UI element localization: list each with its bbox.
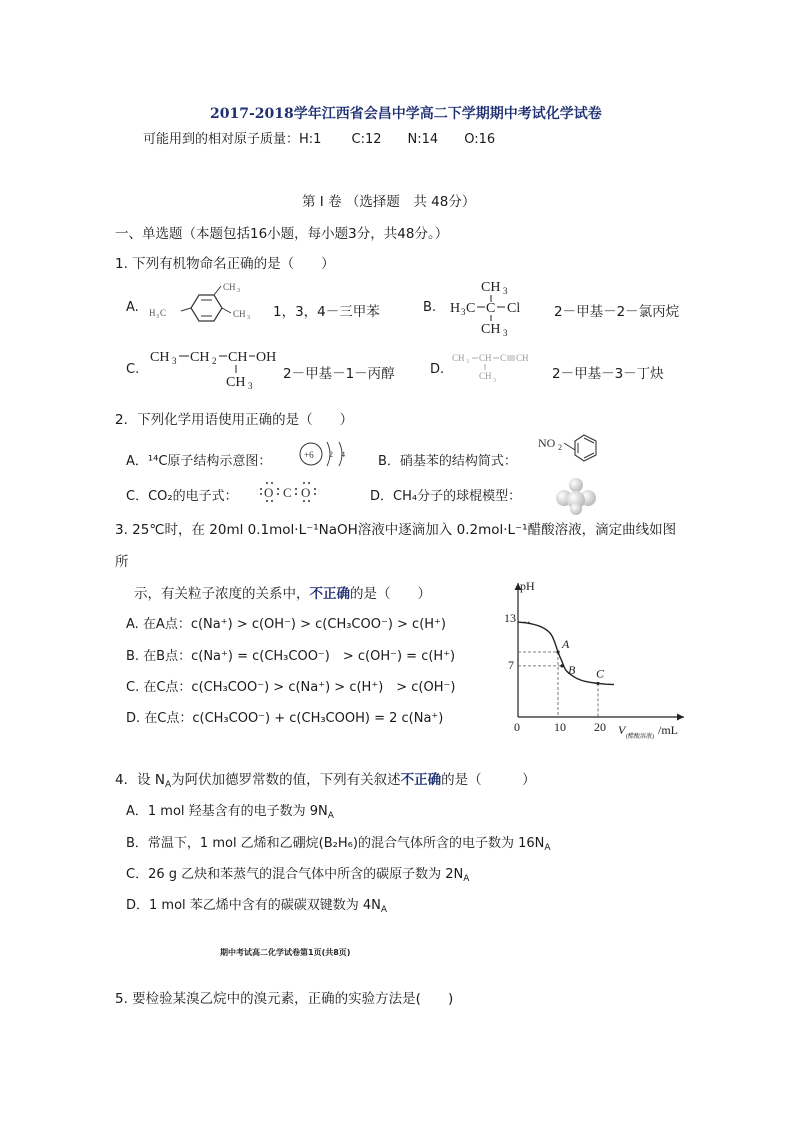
svg-text:CH: CH — [481, 280, 501, 295]
svg-text:CH: CH — [150, 350, 170, 365]
q3-stem-line2: 所 — [115, 554, 129, 570]
document-title: 2017-2018学年江西省会昌中学高二下学期期中考试化学试卷 — [210, 106, 602, 122]
q2-option-b: B．硝基苯的结构简式： — [378, 454, 517, 469]
q4-option-b-text: B．常温下，1 mol 乙烯和乙硼烷(B₂H₆)的混合气体所含的电子数为 16N — [126, 836, 545, 851]
page-footer: 期中考试高二化学试卷第1页(共8页) — [220, 948, 351, 957]
q4-stem-sub: A — [164, 780, 172, 790]
svg-text:CH: CH — [233, 309, 246, 319]
y-tick-13: 13 — [504, 611, 516, 625]
q1-option-a-structure — [145, 280, 270, 338]
chart-point-label-b: B — [568, 662, 576, 677]
chart-point-label-c: C — [596, 666, 605, 681]
svg-text:O: O — [264, 485, 274, 500]
svg-text:C: C — [466, 301, 476, 316]
svg-text:H: H — [450, 301, 461, 316]
q4-option-d-text: D．1 mol 苯乙烯中含有的碳碳双键数为 4N — [126, 898, 381, 913]
q2-stem: 2．下列化学用语使用正确的是（ ） — [115, 412, 354, 428]
svg-text:NO: NO — [538, 436, 556, 450]
q1-option-a-label: A. — [126, 300, 139, 315]
q1-option-b-label: B. — [423, 300, 437, 315]
q3-stem-line3 — [134, 582, 431, 602]
svg-text:3: 3 — [461, 307, 466, 317]
titration-curve-chart — [498, 575, 698, 745]
na-subscript: A — [463, 874, 470, 884]
q1-option-b-name: 2－甲基－2－氯丙烷 — [554, 304, 680, 320]
q3-option-a: A. 在A点：c(Na⁺) > c(OH⁻) > c(CH₃COO⁻) > c(H⁺) — [126, 617, 446, 632]
q3-stem-line1: 3. 25℃时，在 20ml 0.1mol·L⁻¹NaOH溶液中逐滴加入 0.2mol·L⁻¹醋酸溶液，滴定曲线如图 — [115, 522, 677, 538]
q1-stem: 1. 下列有机物命名正确的是（ ） — [115, 256, 335, 272]
q3-option-c: C. 在C点：c(CH₃COO⁻) > c(Na⁺) > c(H⁺) > c(OH⁻) — [126, 680, 456, 695]
svg-text:2: 2 — [558, 443, 562, 452]
q4-stem-highlight: 不正确 — [400, 772, 442, 788]
q2-option-c: C．CO₂的电子式： — [126, 489, 238, 504]
svg-text:C: C — [160, 308, 167, 318]
svg-text:4: 4 — [341, 450, 345, 459]
svg-text:3: 3 — [237, 288, 240, 294]
section-title: 第 I 卷 （选择题 共 48分） — [302, 194, 476, 210]
svg-text:OH: OH — [256, 350, 277, 365]
co2-electron-formula — [256, 481, 320, 503]
q1-option-c-label: C. — [126, 362, 140, 377]
svg-text:3: 3 — [503, 328, 508, 336]
na-subscript: A — [380, 905, 388, 915]
q1-option-a-name: 1，3，4－三甲苯 — [273, 304, 380, 320]
q4-option-a — [126, 800, 334, 821]
q2-atom-structure-diagram — [296, 437, 354, 471]
chart-point-label-a: A — [562, 637, 570, 652]
x-tick-20: 20 — [594, 720, 606, 734]
q4-stem — [115, 768, 536, 790]
q2-option-a: A．¹⁴C原子结构示意图： — [126, 454, 272, 469]
svg-text:C: C — [283, 485, 292, 500]
q3-option-d: D. 在C点：c(CH₃COO⁻) + c(CH₃COOH) = 2 c(Na⁺) — [126, 711, 444, 726]
svg-text:CH: CH — [516, 353, 529, 363]
q1-option-c-structure — [148, 344, 278, 392]
svg-text:3: 3 — [503, 286, 508, 296]
svg-text:CH: CH — [479, 371, 492, 381]
q3-stem-highlight: 不正确 — [309, 586, 350, 602]
q1-option-b-structure — [448, 276, 558, 336]
q1-option-d-name: 2－甲基－3－丁炔 — [552, 366, 664, 382]
q3-option-b: B. 在B点：c(Na⁺) = c(CH₃COO⁻) > c(OH⁻) = c(H⁺) — [126, 649, 456, 664]
x-axis-label-unit: /mL — [658, 723, 678, 737]
part-heading: 一、单选题（本题包括16小题，每小题3分，共48分。） — [115, 226, 449, 242]
svg-text:2: 2 — [329, 450, 333, 459]
svg-text:3: 3 — [247, 315, 250, 321]
svg-text:+6: +6 — [304, 450, 314, 460]
q4-option-b — [126, 832, 551, 853]
x-axis-label-v: V — [618, 723, 626, 737]
nitrobenzene-structure — [536, 430, 611, 474]
chart-point-b — [560, 664, 563, 667]
q3-stem-post: 的是（ ） — [350, 586, 431, 602]
q4-stem-post: 的是（ ） — [441, 772, 536, 788]
svg-text:CH: CH — [228, 350, 248, 365]
x-axis-label-sub: (醋酸溶液) — [626, 734, 654, 740]
svg-text:3: 3 — [466, 359, 469, 365]
svg-text:CH: CH — [452, 353, 465, 363]
q4-option-d — [126, 894, 387, 915]
svg-text:3: 3 — [493, 378, 496, 384]
svg-text:C: C — [500, 353, 507, 363]
y-tick-7: 7 — [508, 658, 514, 672]
svg-text:2: 2 — [212, 356, 217, 366]
svg-text:Cl: Cl — [507, 301, 521, 316]
q3-stem-pre: 示，有关粒子浓度的关系中， — [134, 586, 310, 602]
q1-option-d-structure — [452, 350, 547, 386]
atomic-mass-line: 可能用到的相对原子质量：H:1 C:12 N:14 O:16 — [143, 132, 496, 147]
svg-text:CH: CH — [479, 353, 492, 363]
q4-option-a-text: A．1 mol 羟基含有的电子数为 9N — [126, 804, 328, 819]
chart-point-a — [556, 650, 559, 653]
svg-text:3: 3 — [156, 314, 159, 320]
q2-option-d: D．CH₄分子的球棍模型： — [370, 489, 522, 504]
svg-text:C: C — [486, 301, 496, 316]
chart-point-c — [596, 682, 599, 685]
na-subscript: A — [327, 811, 334, 821]
y-axis-label: pH — [520, 579, 535, 593]
benzene-ring — [191, 295, 222, 321]
q1-option-d-label: D. — [430, 362, 445, 377]
svg-text:3: 3 — [248, 381, 253, 391]
q1-option-c-name: 2－甲基－1－丙醇 — [283, 366, 395, 382]
svg-text:CH: CH — [223, 282, 236, 292]
q4-stem-mid: 为阿伏加德罗常数的值，下列有关叙述 — [171, 772, 401, 788]
q4-option-c — [126, 863, 469, 884]
x-tick-0: 0 — [514, 720, 520, 734]
q4-option-c-text: C．26 g 乙炔和苯蒸气的混合气体中所含的碳原子数为 2N — [126, 867, 464, 882]
q4-stem-pre: 4．设 N — [115, 772, 165, 788]
na-subscript: A — [544, 843, 551, 853]
x-tick-10: 10 — [554, 720, 566, 734]
ch4-ball-model — [553, 476, 599, 516]
q5-stem: 5. 要检验某溴乙烷中的溴元素，正确的实验方法是( ) — [115, 991, 454, 1007]
svg-text:CH: CH — [226, 375, 246, 390]
svg-text:3: 3 — [172, 356, 177, 366]
svg-text:CH: CH — [190, 350, 210, 365]
svg-text:CH: CH — [481, 322, 501, 336]
svg-text:H: H — [149, 308, 156, 318]
svg-text:O: O — [301, 485, 311, 500]
